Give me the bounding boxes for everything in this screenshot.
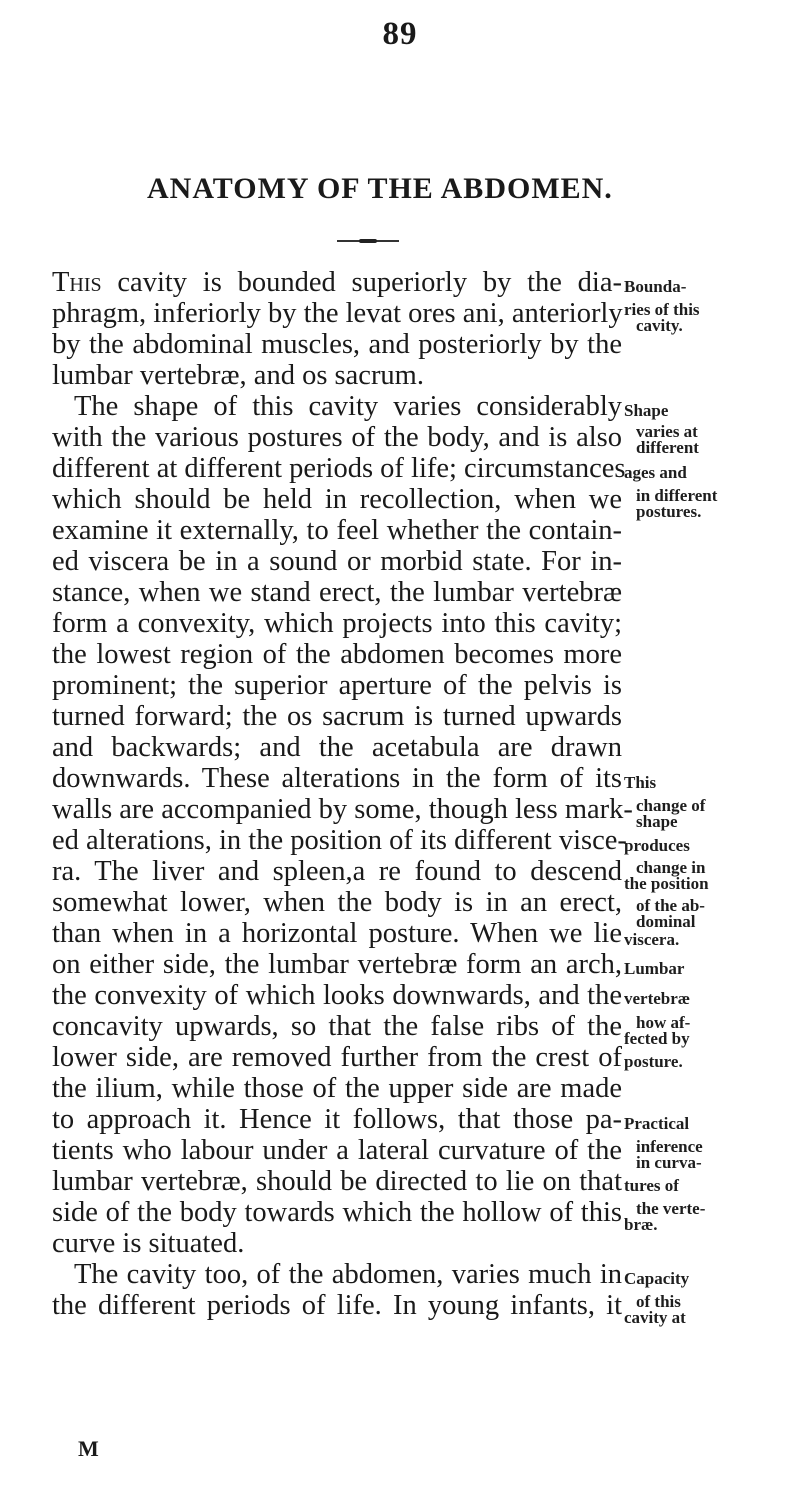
margin-note: the position (624, 874, 709, 893)
body-line: ed alterations, in the position of its different visce- (52, 825, 627, 856)
body-line: the ilium, while those of the upper side are made (52, 1073, 622, 1104)
margin-note: This (624, 773, 657, 792)
body-line: ed viscera be in a sound or morbid state. For in- (52, 546, 622, 577)
body-line: examine it externally, to feel whether the contain- (52, 515, 622, 546)
margin-note: inference (636, 1137, 703, 1156)
body-line: tients who labour under a lateral curvature of the (52, 1135, 622, 1166)
margin-note: tures of (624, 1176, 679, 1195)
body-line: stance, when we stand erect, the lumbar vertebræ (52, 577, 622, 608)
margin-note: of this (636, 1292, 681, 1311)
margin-note: change of (636, 796, 706, 815)
margin-note: bræ. (624, 1215, 658, 1234)
margin-note: fected by (624, 1029, 690, 1048)
margin-note: Practical (624, 1114, 690, 1133)
margin-note: ages and (624, 463, 687, 482)
body-line: somewhat lower, when the body is in an erect, (52, 887, 622, 918)
body-line: lumbar vertebræ, and os sacrum. (52, 360, 424, 391)
body-line: the convexity of which looks downwards, and the (52, 980, 622, 1011)
margin-note: posture. (624, 1052, 683, 1071)
margin-note: of the ab- (636, 896, 705, 915)
margin-note: postures. (636, 502, 702, 521)
margin-note: Shape (624, 401, 669, 420)
margin-note: change in (636, 858, 706, 877)
body-line: curve is situated. (52, 1228, 245, 1259)
body-line: This cavity is bounded superiorly by the dia- (52, 267, 622, 298)
margin-note: the verte- (636, 1199, 706, 1218)
margin-note: in curva- (636, 1153, 702, 1172)
margin-note: Bounda- (624, 277, 687, 296)
margin-note: produces (624, 836, 690, 855)
margin-note: in different (636, 486, 718, 505)
body-line: different at different periods of life; circumstances (52, 453, 626, 484)
body-line: lumbar vertebræ, should be directed to lie on that (52, 1166, 622, 1197)
body-line: with the various postures of the body, and is also (52, 422, 622, 453)
signature-mark: M (78, 1436, 99, 1461)
body-line: than when in a horizontal posture. When we lie (52, 918, 622, 949)
body-line: The cavity too, of the abdomen, varies much in (74, 1259, 622, 1290)
body-line: walls are accompanied by some, though less mark- (52, 794, 633, 825)
body-line: turned forward; the os sacrum is turned upwards (52, 701, 622, 732)
margin-note: Capacity (624, 1269, 690, 1288)
margin-note: varies at (636, 422, 698, 441)
body-line: to approach it. Hence it follows, that those pa- (52, 1104, 622, 1135)
body-line: prominent; the superior aperture of the pelvis is (52, 670, 622, 701)
margin-note: viscera. (624, 930, 680, 949)
body-line: the lowest region of the abdomen becomes more (52, 639, 622, 670)
body-line: downwards. These alterations in the form of its (52, 763, 622, 794)
body-line: The shape of this cavity varies considerably (74, 391, 622, 422)
body-line: phragm, inferiorly by the levat ores ani, anteriorly (52, 298, 623, 329)
margin-note: ries of this (624, 300, 700, 319)
body-line: ra. The liver and spleen,a re found to descend (52, 856, 622, 887)
body-line: form a convexity, which projects into this cavity; (52, 608, 622, 639)
margin-note: cavity at (624, 1308, 686, 1327)
margin-note: shape (636, 812, 678, 831)
body-line: and backwards; and the acetabula are drawn (52, 732, 622, 763)
body-line: side of the body towards which the hollow of this (52, 1197, 622, 1228)
margin-note: dominal (636, 912, 696, 931)
margin-note: Lumbar (624, 959, 685, 978)
margin-note: different (636, 438, 699, 457)
margin-note: how af- (636, 1013, 691, 1032)
body-line: by the abdominal muscles, and posteriorly by the (52, 329, 622, 360)
body-line: which should be held in recollection, when we (52, 484, 622, 515)
margin-note: vertebræ (624, 989, 691, 1008)
page-number: 89 (382, 16, 418, 52)
margin-note: cavity. (636, 316, 683, 335)
body-line: the different periods of life. In young infants, it (52, 1290, 622, 1321)
body-line: on either side, the lumbar vertebræ form an arch, (52, 949, 622, 980)
body-line: concavity upwards, so that the false ribs of the (52, 1011, 622, 1042)
title-rule-ornament (337, 240, 399, 242)
chapter-title: ANATOMY OF THE ABDOMEN. (147, 172, 613, 205)
body-line: lower side, are removed further from the crest of (52, 1042, 622, 1073)
opening-word: This (52, 267, 102, 298)
